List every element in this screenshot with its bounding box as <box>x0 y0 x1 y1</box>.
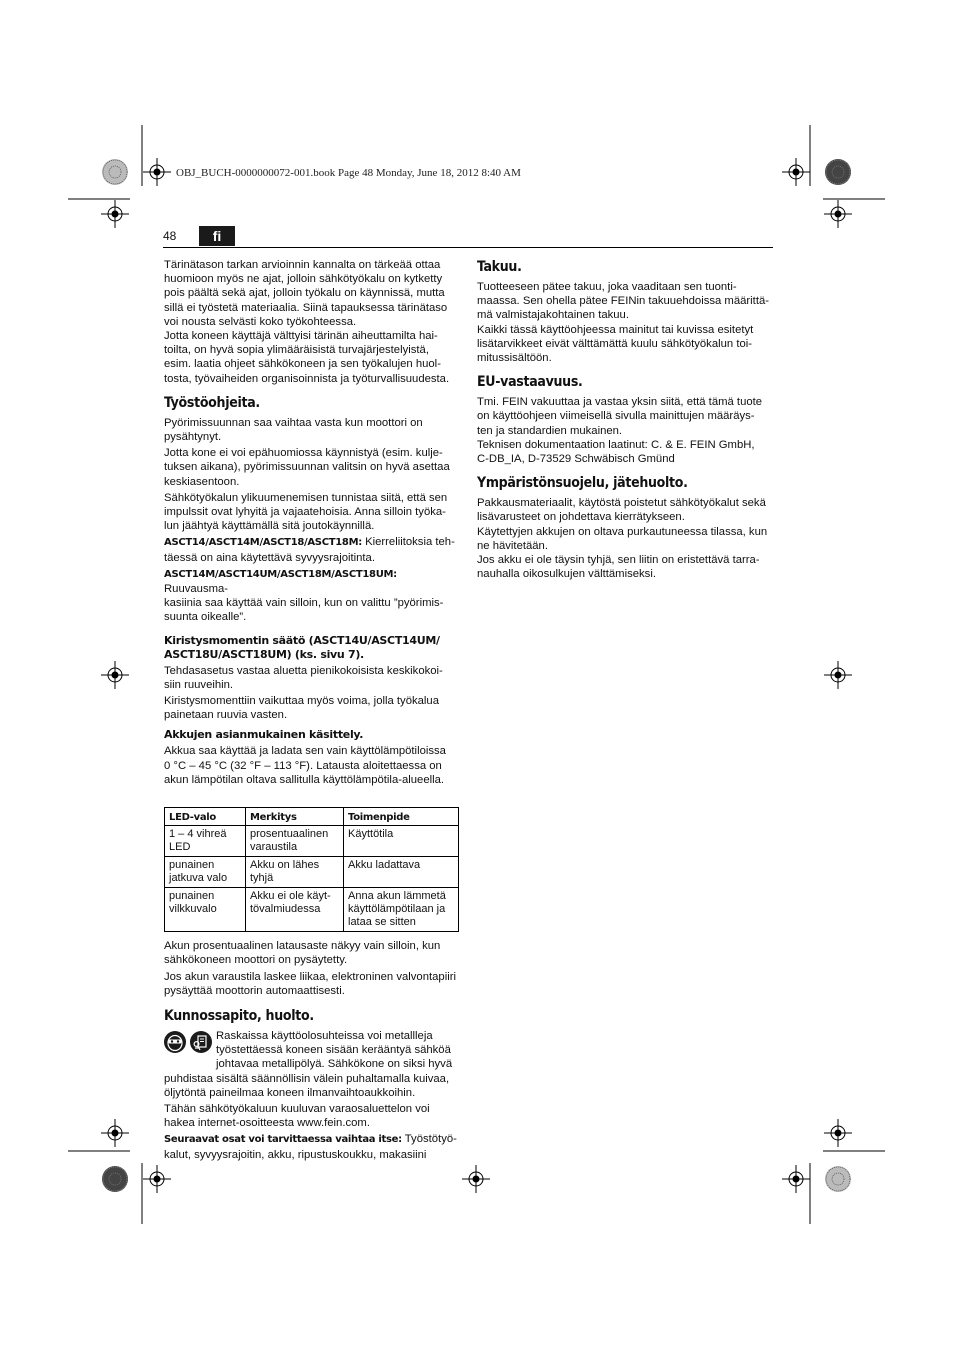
battery-heading: Akkujen asianmukainen käsittely. <box>164 728 364 742</box>
table-header: Merkitys <box>246 808 344 826</box>
table-cell: 1 – 4 vihreä LED <box>165 826 246 857</box>
work-paragraph-2: Jotta kone ei voi epähuomiossa käynnistyä (esim. kulje- tuksen aikana), pyörimissuunnan valitsin on hyvä asettaa keskiasentoon. <box>164 447 450 488</box>
table-cell: punainen jatkuva valo <box>165 857 246 888</box>
table-header: LED-valo <box>165 808 246 826</box>
maintenance-paragraph-1-indented: Raskaissa käyttöolosuhteissa voi metallleja työstettäessä koneen sisään kerääntyä sähköä johtavaa metallipölyä. Sähkökone on siksi hyvä <box>216 1029 453 1071</box>
model-lead: ASCT14M/ASCT14UM/ASCT18M/ASCT18UM: <box>164 568 397 580</box>
table-cell: Käyttötila <box>344 826 459 857</box>
print-info: OBJ_BUCH-0000000072-001.book Page 48 Monday, June 18, 2012 8:40 AM <box>176 167 521 179</box>
after-table-paragraph-1: Akun prosentuaalinen latausaste näkyy vain silloin, kun sähkökoneen moottori on pysäytetty. <box>164 940 441 967</box>
table-header: Toimenpide <box>344 808 459 826</box>
maintenance-paragraph-3-text: Työstötyö- kalut, syvyysrajoitin, akku, ripustuskoukku, makasiini <box>164 1133 457 1161</box>
warranty-paragraph-2: Kaikki tässä käyttöohjeessa mainitut tai kuvissa esitetyt lisätarvikkeet eivät välttämättä kuulu sähkötyökalun toi- mitussisältöön. <box>477 323 754 365</box>
table-cell: Akku on lähes tyhjä <box>246 857 344 888</box>
maintenance-paragraph-2: Tähän sähkötyökaluun kuuluvan varaosaluettelon voi hakea internet-osoitteesta www.fein.com. <box>164 1102 430 1130</box>
environment-paragraph-2: Käytettyjen akkujen on oltava purkautuneessa tilassa, kun ne hävitetään. <box>477 525 768 552</box>
table-cell: Anna akun lämmetä käyttölämpötilaan ja lataa se sitten <box>344 888 459 932</box>
page-number: 48 <box>163 229 177 243</box>
intro-paragraph-2: Jotta koneen käyttäjä välttyisi tärinän aiheuttamilta hai- toilta, on hyvä sopia ylimääräisistä turvajärjestelyistä, esim. laatia ohjeet sähkökoneen ja sen työkalujen huol- tosta, työvaiheiden organisoinnista ja työturvallisuudesta. <box>164 330 450 385</box>
table-cell: Akku ladattava <box>344 857 459 888</box>
table-cell: punainen vilkkuvalo <box>165 888 246 932</box>
environment-paragraph-3: Jos akku ei ole täysin tyhjä, sen liitin on eristettävä tarra- nauhalla oikosulkujen välttämiseksi. <box>477 554 760 581</box>
eu-conformity-heading: EU-vastaavuus. <box>477 374 583 391</box>
after-table-paragraph-2: Jos akun varaustila laskee liikaa, elektroninen valvontapiiri pysäyttää moottorin automaattisesti. <box>164 970 456 997</box>
work-instructions-heading: Työstöohjeita. <box>164 394 260 411</box>
intro-paragraph-1: Tärinätason tarkan arvioinnin kannalta on tärkeää ottaa huomioon myös ne ajat, jolloin sähkötyökalu on kytketty pois päältä sekä ajat, jolloin työkalu on käynnissä, mutta sillä ei työstetä materiaalia. Siinä tapauksessa tärinätaso voi nousta selvästi koko työkohteessa. <box>164 259 448 328</box>
environment-heading: Ympäristönsuojelu, jätehuolto. <box>477 475 688 492</box>
eu-paragraph-2: Teknisen dokumentaation laatinut: C. & E. FEIN GmbH, C-DB_IA, D-73529 Schwäbisch Gmünd <box>477 438 755 466</box>
warranty-paragraph-1: Tuotteeseen pätee takuu, joka vaaditaan sen tuonti- maassa. Sen ohella pätee FEINin takuuehdoissa määrittä- mä valmistajakohtainen takuu. <box>477 281 769 322</box>
torque-paragraph-1: Tehdasasetus vastaa aluetta pienikokoisista keskikokoi- siin ruuveihin. <box>164 664 443 691</box>
replaceable-parts-lead: Seuraavat osat voi tarvittaessa vaihtaa itse: <box>164 1134 402 1146</box>
work-paragraph-3: Sähkötyökalun ylikuumenemisen tunnistaa siitä, että sen impulssit ovat lyhyitä ja vajaatehoisia. Anna silloin työka- lun jäähtyä käyttämällä sitä joutokäynnillä. <box>164 491 448 533</box>
model-lead: ASCT14/ASCT14M/ASCT18/ASCT18M: <box>164 537 362 549</box>
battery-paragraph: Akkua saa käyttää ja ladata sen vain käyttölämpötiloissa 0 °C – 45 °C (32 °F – 113 °F). Latausta aloitettaessa on akun lämpötilan oltava sallitulla käyttölämpötila-alueella. <box>164 745 446 786</box>
warranty-heading: Takuu. <box>477 259 522 275</box>
language-badge: fi <box>199 226 235 246</box>
table-cell: prosentuaalinen varaustila <box>246 826 344 857</box>
work-paragraph-1: Pyörimissuunnan saa vaihtaa vasta kun moottori on pysähtynyt. <box>164 416 423 444</box>
maintenance-paragraph-1: puhdistaa sisältä säännöllisin välein puhaltamalla kuivaa, öljytöntä paineilmaa koneen ilmanvaihtoaukkoihin. <box>164 1072 450 1099</box>
eu-paragraph-1: Tmi. FEIN vakuuttaa ja vastaa yksin siitä, että tämä tuote on käyttöohjeen viimeisellä sivulla mainittujen määräys- ten ja standardien mukainen. <box>477 396 763 437</box>
torque-paragraph-2: Kiristysmomenttiin vaikuttaa myös voima, jolla työkalua painetaan ruuvia vasten. <box>164 695 439 722</box>
maintenance-heading: Kunnossapito, huolto. <box>164 1007 314 1024</box>
table-cell: Akku ei ole käyt- tövalmiudessa <box>246 888 344 932</box>
work-paragraph-5-text: Ruuvausma- kasiinia saa käyttää vain silloin, kun on valittu ”pyörimis- suunta oikealle”. <box>164 583 444 624</box>
environment-paragraph-1: Pakkausmateriaalit, käytöstä poistetut sähkötyökalut sekä lisävarusteet on johdettava kierrätykseen. <box>477 497 766 524</box>
torque-heading: Kiristysmomentin säätö (ASCT14U/ASCT14UM/ ASCT18U/ASCT18UM) (ks. sivu 7). <box>164 633 440 661</box>
work-paragraph-4-text: Kierreliitoksia teh- täessä on aina käytettävä syvyysrajoitinta. <box>164 536 455 564</box>
